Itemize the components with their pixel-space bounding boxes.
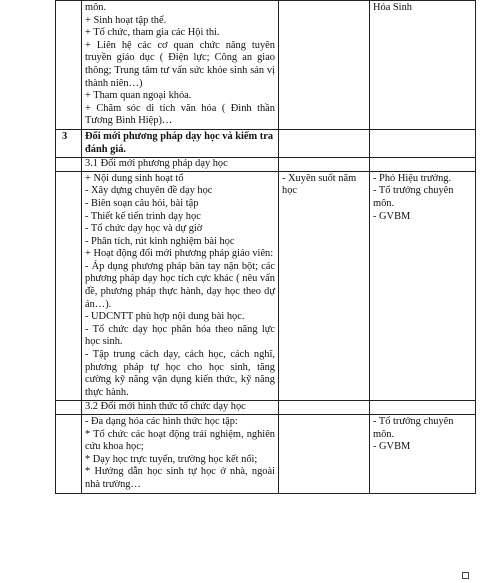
content-line: - UDCNTT phù hợp nội dung bài học.	[85, 311, 245, 323]
stt-cell	[56, 1, 82, 130]
content-line: - Tổ chức dạy học và dự giờ	[85, 223, 203, 235]
section-number: 3	[56, 129, 82, 157]
content-line: + Hoạt động đổi mới phương pháp giáo viên:	[85, 248, 274, 260]
time-cell	[279, 1, 370, 130]
responsible-line: - GVBM	[373, 210, 411, 222]
document-page	[55, 0, 475, 494]
section-title: Đổi mới phương pháp dạy học và kiểm tra đánh giá.	[82, 129, 279, 157]
responsible-cell	[370, 415, 476, 494]
responsible-cell	[370, 1, 476, 130]
time-cell	[279, 129, 370, 157]
responsible-line: - GVBM	[373, 441, 411, 453]
content-line: - Biên soạn câu hỏi, bài tập	[85, 197, 199, 209]
time-cell	[279, 415, 370, 494]
subheading: 3.1 Đổi mới phương pháp dạy học	[82, 158, 279, 172]
content-line: * Tổ chức các hoạt động trải nghiệm, nghiên cứu khoa học;	[85, 428, 275, 453]
responsible-cell	[370, 171, 476, 401]
stt-cell	[56, 158, 82, 172]
content-line: * Dạy học trực tuyến, trường học kết nối;	[85, 453, 258, 465]
stt-cell	[56, 171, 82, 401]
responsible-cell	[370, 401, 476, 415]
content-line: - Tập trung cách dạy, cách học, cách nghĩ, phương pháp tự học cho học sinh, tăng cường kỹ năng vận dụng kiến thức, kỹ năng thực hành.	[85, 349, 275, 398]
stt-cell	[56, 415, 82, 494]
content-line: * Hướng dẫn học sinh tự học ở nhà, ngoài nhà trường…	[85, 466, 275, 490]
table-row-subheading-3-2	[56, 401, 476, 415]
table-row-section-3	[56, 129, 476, 157]
time-cell	[279, 401, 370, 415]
content-line: + Tổ chức, tham gia các Hội thi.	[85, 27, 220, 39]
content-line: - Đa dạng hóa các hình thức học tập:	[85, 416, 238, 427]
time-text: - Xuyên suốt năm học	[282, 172, 357, 197]
time-cell	[279, 158, 370, 172]
content-line: + Tham quan ngoại khóa.	[85, 90, 192, 102]
content-line: - Tổ chức dạy học phân hóa theo năng lực học sinh.	[85, 323, 275, 348]
content-cell	[82, 171, 279, 401]
content-line: + Nội dung sinh hoạt tổ	[85, 172, 184, 184]
content-line: + Liên hệ các cơ quan chức năng tuyên truyền giáo dục ( Điện lực; Công an giao thông; Trung tâm tư vấn sức khỏe sinh sản vị thành niên…)	[85, 39, 275, 89]
content-line: môn.	[85, 2, 107, 13]
content-line: + Sinh hoạt tập thể.	[85, 14, 167, 26]
content-line: - Thiết kế tiến trình dạy học	[85, 210, 201, 222]
plan-table	[55, 0, 476, 494]
content-line: - Xây dựng chuyên đề dạy học	[85, 185, 213, 197]
responsible-line: - Phó Hiệu trưởng.	[373, 172, 452, 184]
responsible-line: - Tổ trưởng chuyên môn.	[373, 416, 454, 440]
table-row-continuation	[56, 1, 476, 130]
subheading: 3.2 Đổi mới hình thức tổ chức dạy học	[82, 401, 279, 415]
table-row-3-2-content	[56, 415, 476, 494]
page-corner-marker	[462, 572, 469, 579]
time-cell	[279, 171, 370, 401]
content-line: - Phân tích, rút kinh nghiệm bài học	[85, 235, 235, 247]
responsible-line: Hóa Sinh	[373, 2, 412, 13]
responsible-cell	[370, 129, 476, 157]
stt-cell	[56, 401, 82, 415]
table-row-subheading-3-1	[56, 158, 476, 172]
responsible-line: - Tổ trưởng chuyên môn.	[373, 185, 454, 209]
content-cell	[82, 415, 279, 494]
content-line: - Áp dụng phương pháp bàn tay nặn bột; các phương pháp dạy học tích cực khác ( nêu vấn đề, phương pháp thực hành, dạy học theo dự án…).	[85, 260, 275, 310]
responsible-cell	[370, 158, 476, 172]
content-cell	[82, 1, 279, 130]
table-row-3-1-content	[56, 171, 476, 401]
content-line: + Chăm sóc di tích văn hóa ( Đình thần Tương Bình Hiệp)…	[85, 102, 275, 127]
